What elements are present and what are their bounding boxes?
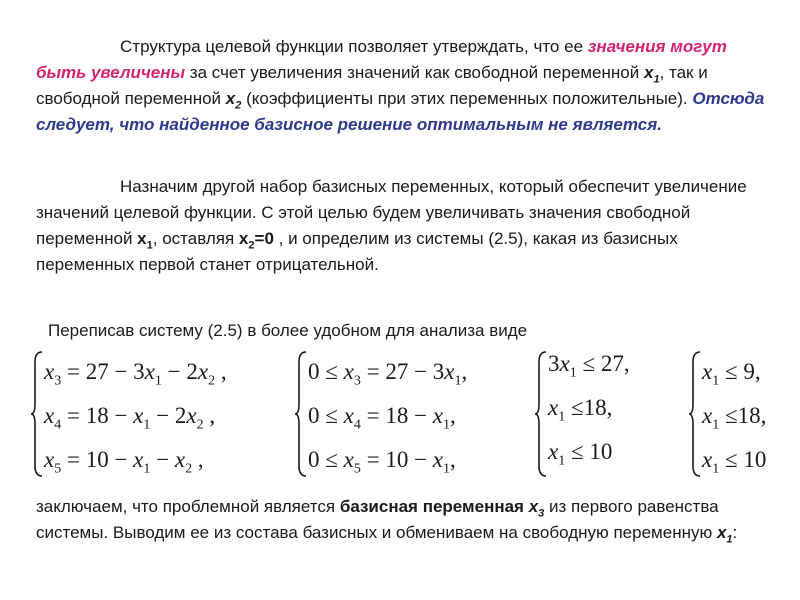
bound-10: $x_1 \le 10$ [702,447,767,477]
bold-basic-variable: базисная переменная [339,497,529,516]
var-x2-zero: $x_2=0$ [238,229,274,252]
bound-18: $x_1 \le 18$, [702,403,767,433]
equation-system-3 [534,350,664,478]
bound-18: $x_1 \le 18$, [548,395,613,425]
var-x2: $x_2$ [225,89,242,112]
var-x3: $x_3$ [528,497,545,520]
equation-system-2 [294,350,514,478]
equation-x5: $x_5 = 10 - x_1 - x_2$ , [44,447,204,477]
bound-9: $x_1 \le 9$, [702,359,761,389]
equation-system-1 [30,350,280,478]
inequality-x3: $0 \le x_3 = 27 - 3x_1$, [308,359,468,389]
equation-x4: $x_4 = 18 - x_1 - 2x_2$ , [44,403,216,433]
left-brace [688,350,702,478]
highlight-not-optimal: Отсюда следует, что найденное базисное решение оптимальным не является. [36,89,765,134]
paragraph-rewrite-system: Переписав систему (2.5) в более удобном для анализа виде [48,321,528,340]
var-x1: $x_1$ [137,229,153,252]
var-x1: $x_1$ [716,523,733,546]
paragraph-objective-structure: Структура целевой функции позволяет утверждать, что ее значения могут быть увеличены за счет увеличения значений как свободной переменной $x_1$, так и свободной переменной $x_2$ (коэффициенты при этих переменных положительные). Отсюда следует, что найденное базисное решение оптимальным не является. [36,37,765,134]
inequality-x5: $0 \le x_5 = 10 - x_1$, [308,447,456,477]
equation-x3: $x_3 = 27 - 3x_1 - 2x_2$ , [44,359,227,389]
left-brace [30,350,44,478]
paragraph-new-basis: Назначим другой набор базисных переменных, который обеспечит увеличение значений целевой функции. С этой целью будем увеличивать значения свободной переменной $x_1$, оставляя $x_2=0$ , и определим из системы (2.5), какая из базисных переменных первой станет отрицательной. [36,177,747,274]
equation-system-4 [688,350,796,478]
highlight-can-increase: значения могут быть увеличены [36,37,727,82]
var-x1: $x_1$ [643,63,660,86]
left-brace [534,350,548,478]
inequality-x4: $0 \le x_4 = 18 - x_1$, [308,403,456,433]
bound-27: $3x_1 \le 27$, [548,351,630,381]
left-brace [294,350,308,478]
paragraph-conclusion: заключаем, что проблемной является базисная переменная $x_3$ из первого равенства системы. Выводим ее из состава базисных и обмениваем на свободную переменную $x_1$: [36,497,738,546]
bound-10: $x_1 \le 10$ [548,439,613,469]
